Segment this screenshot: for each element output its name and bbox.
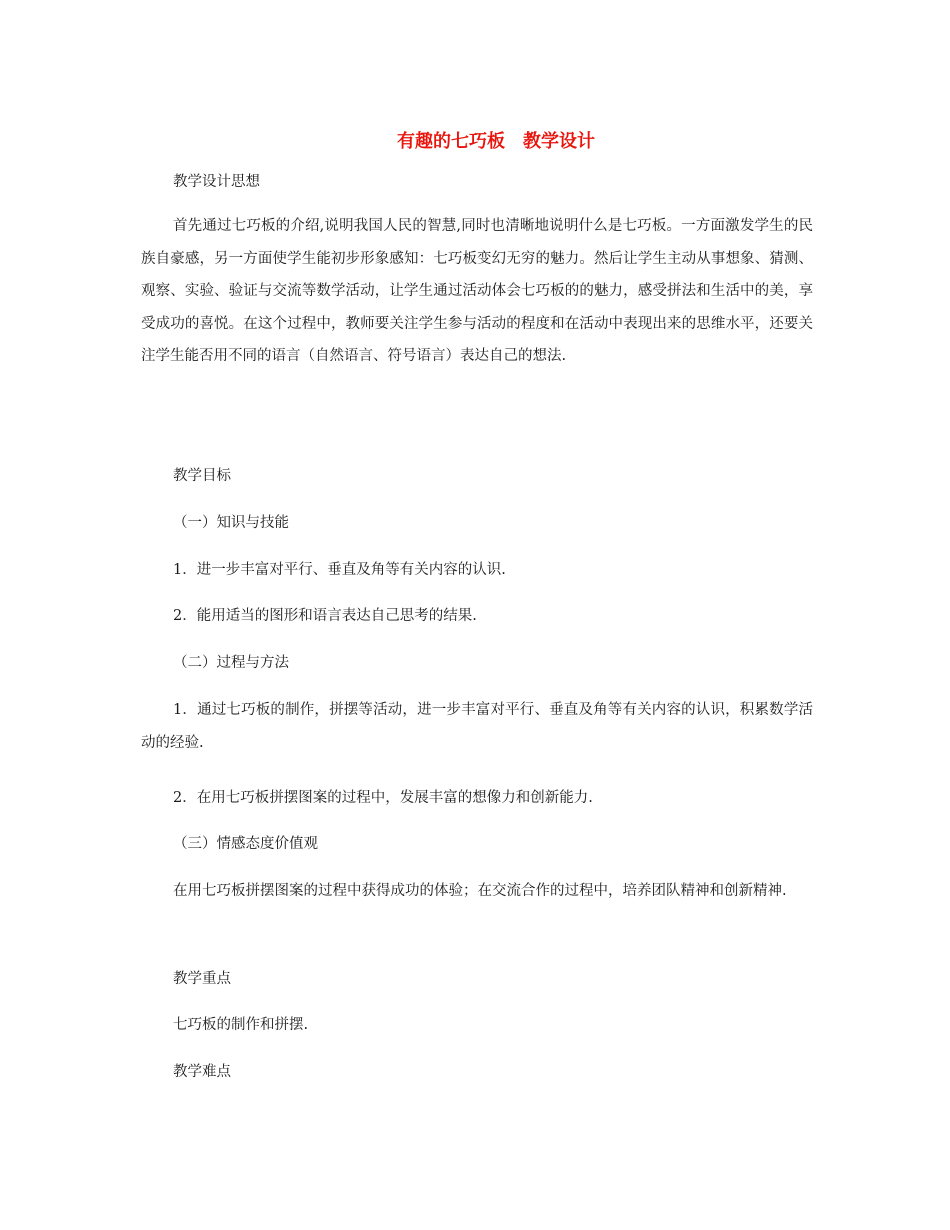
process-heading: （二）过程与方法 <box>173 655 289 671</box>
knowledge-item-2: 2．能用适当的图形和语言表达自己思考的结果. <box>173 608 477 624</box>
knowledge-heading: （一）知识与技能 <box>173 515 289 531</box>
key-paragraph: 七巧板的制作和拼摆. <box>173 1017 309 1033</box>
emotion-paragraph: 在用七巧板拼摆图案的过程中获得成功的体验；在交流合作的过程中，培养团队精神和创新精神. <box>173 883 787 899</box>
design-heading: 教学设计思想 <box>173 174 260 190</box>
goals-heading: 教学目标 <box>173 468 231 484</box>
knowledge-item-1: 1．进一步丰富对平行、垂直及角等有关内容的认识. <box>173 562 506 578</box>
process-item-2: 2．在用七巧板拼摆图案的过程中，发展丰富的想像力和创新能力. <box>173 790 593 806</box>
process-item-1: 1．通过七巧板的制作，拼摆等活动，进一步丰富对平行、垂直及角等有关内容的认识，积累数学活动的经验. <box>141 702 813 751</box>
key-heading: 教学重点 <box>173 971 231 987</box>
emotion-heading: （三）情感态度价值观 <box>173 836 318 852</box>
document-title: 有趣的七巧板 教学设计 <box>397 131 595 152</box>
design-paragraph: 首先通过七巧板的介绍,说明我国人民的智慧,同时也清晰地说明什么是七巧板。一方面激发学生的民族自豪感，另一方面使学生能初步形象感知：七巧板变幻无穷的魅力。然后让学生主动从事想象、猜测、观察、实验、验证与交流等数学活动，让学生通过活动体会七巧板的的魅力，感受拼法和生活中的美，享受成功的喜悦。在这个过程中，教师要关注学生参与活动的程度和在活动中表现出来的思维水平，还要关注学生能否用不同的语言（自然语言、符号语言）表达自己的想法. <box>141 218 813 364</box>
difficulty-heading: 教学难点 <box>173 1064 231 1080</box>
